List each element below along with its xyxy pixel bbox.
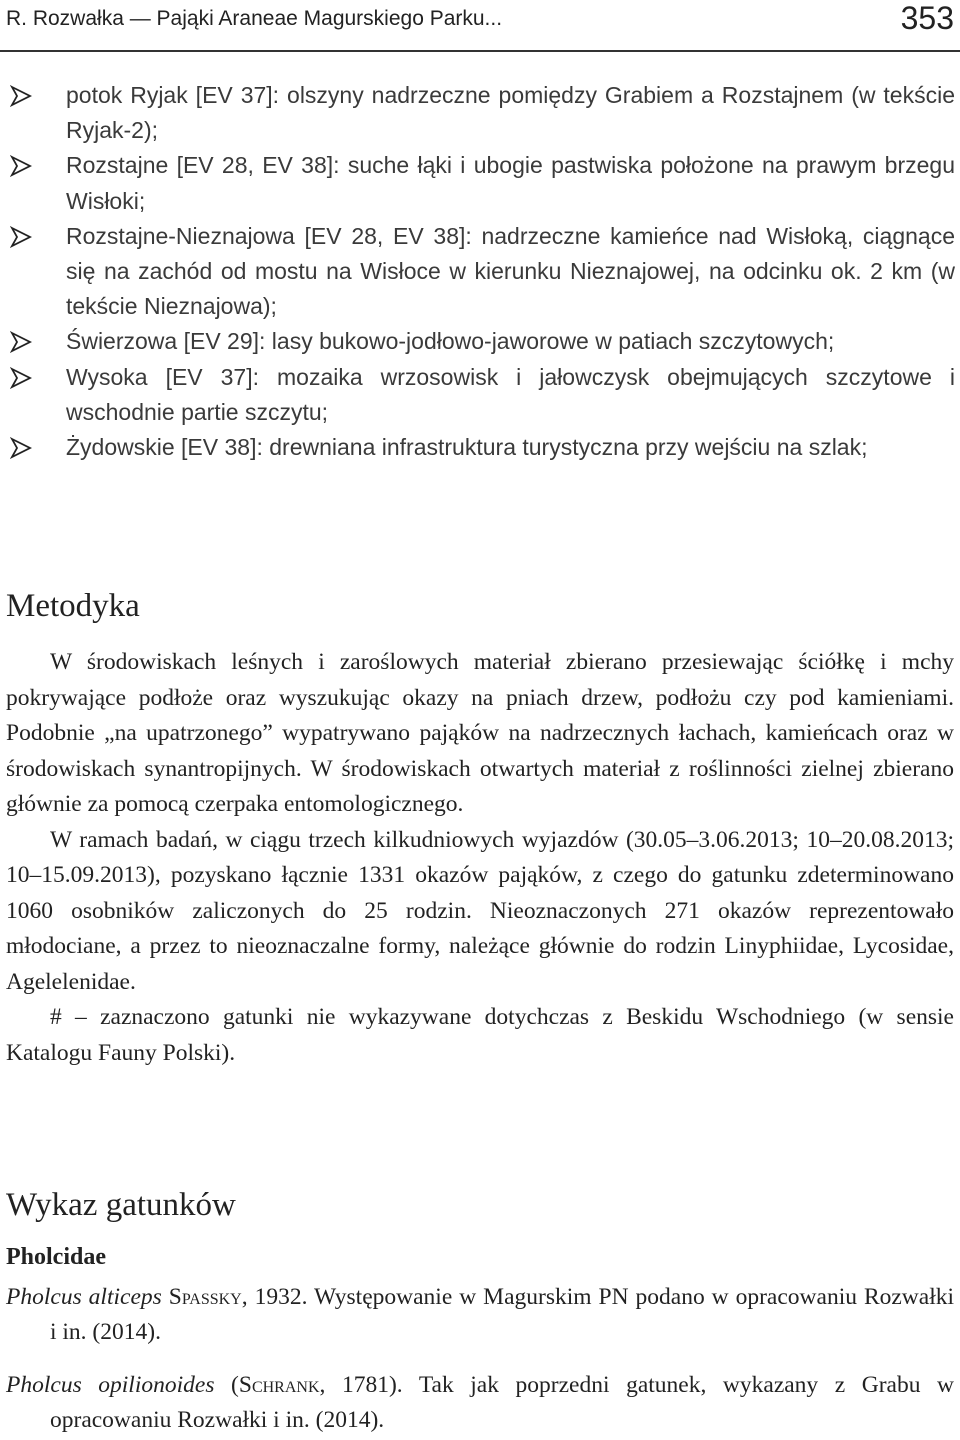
running-header-title: R. Rozwałka — Pająki Araneae Magurskiego Parku... <box>6 7 503 30</box>
section-heading-species-list: Wykaz gatunków <box>6 1187 236 1223</box>
paragraph: W ramach badań, w ciągu trzech kilkudniowych wyjazdów (30.05–3.06.2013; 10–20.08.2013; 10–15.09.2013), pozyskano łącznie 1331 okazów pająków, z czego do gatunku zdeterminowano 1060 osobników zaliczonych do 25 rodzin. Nieoznaczonych 271 okazów reprezentowało młodociane, a przez to nieoznaczalne formy, należące głównie do rodzin Linyphiidae, Lycosidae, Agelelenidae. <box>6 826 954 995</box>
list-item <box>0 430 960 465</box>
list-item <box>0 148 960 218</box>
paragraph: # – zaznaczono gatunki nie wykazywane dotychczas z Beskidu Wschodniego (w sensie Katalogu Fauny Polski). <box>6 1004 954 1066</box>
list-item-text: Wysoka [EV 37]: mozaika wrzosowisk i jałowczysk obejmujących szczytowe i wschodnie partie szczytu; <box>66 363 955 425</box>
list-item-text: Żydowskie [EV 38]: drewniana infrastruktura turystyczna przy wejściu na szlak; <box>66 434 868 461</box>
arrowhead-bullet-icon <box>10 437 32 459</box>
site-list <box>0 78 960 465</box>
list-item-text: Świerzowa [EV 29]: lasy bukowo-jodłowo-jaworowe w patiach szczytowych; <box>66 328 835 355</box>
species-entry: Pholcus opilionoides (Schrank, 1781). Tak jak poprzedni gatunek, wykazany z Grabu w opracowaniu Rozwałki i in. (2014). <box>6 1372 955 1433</box>
species-author: Spassky <box>168 1284 242 1310</box>
species-name: Pholcus opilionoides <box>6 1372 215 1398</box>
list-item <box>0 360 960 430</box>
arrowhead-bullet-icon <box>10 331 32 353</box>
family-name: Pholcidae <box>6 1244 106 1270</box>
section-heading-metodyka: Metodyka <box>6 588 140 624</box>
species-entry: Pholcus alticeps Spassky, 1932. Występowanie w Magurskim PN podano w opracowaniu Rozwałki i in. (2014). <box>6 1284 955 1345</box>
list-item <box>0 324 960 359</box>
running-header <box>0 0 960 52</box>
paragraph: W środowiskach leśnych i zaroślowych materiał zbierano przesiewając ściółkę i mchy pokrywające podłoże oraz wyszukując okazy na pniach drzew, podłożu czy pod kamieniami. Podobnie „na upatrzonego” wypatrywano pająków na nadrzecznych łachach, kamieńcach oraz w środowiskach synantropijnych. W środowiskach otwartych materiał z roślinności zielnej zbierano głównie za pomocą czerpaka entomologicznego. <box>6 649 954 817</box>
list-item-text: potok Ryjak [EV 37]: olszyny nadrzeczne pomiędzy Grabiem a Rozstajnem (w tekście Ryjak-2); <box>66 82 955 144</box>
page-number: 353 <box>900 0 954 36</box>
arrowhead-bullet-icon <box>10 85 32 107</box>
arrowhead-bullet-icon <box>10 226 32 248</box>
list-item <box>0 78 960 148</box>
species-note: Występowanie w Magurskim PN podano w opracowaniu Rozwałki i in. (2014). <box>50 1284 955 1345</box>
species-author: Schrank <box>238 1372 320 1398</box>
list-item <box>0 219 960 325</box>
methods-body <box>6 645 954 1071</box>
arrowhead-bullet-icon <box>10 367 32 389</box>
species-note: Tak jak poprzedni gatunek, wykazany z Grabu w opracowaniu Rozwałki i in. (2014). <box>50 1372 955 1433</box>
list-item-text: Rozstajne-Nieznajowa [EV 28, EV 38]: nadrzeczne kamieńce nad Wisłoką, ciągnące się na zachód od mostu na Wisłoce w kierunku Nieznajowej, na odcinku ok. 2 km (w tekście Nieznajowa); <box>66 222 955 320</box>
species-name: Pholcus alticeps <box>6 1284 162 1310</box>
list-item-text: Rozstajne [EV 28, EV 38]: suche łąki i ubogie pastwiska położone na prawym brzegu Wisłoki; <box>66 152 955 214</box>
arrowhead-bullet-icon <box>10 155 32 177</box>
